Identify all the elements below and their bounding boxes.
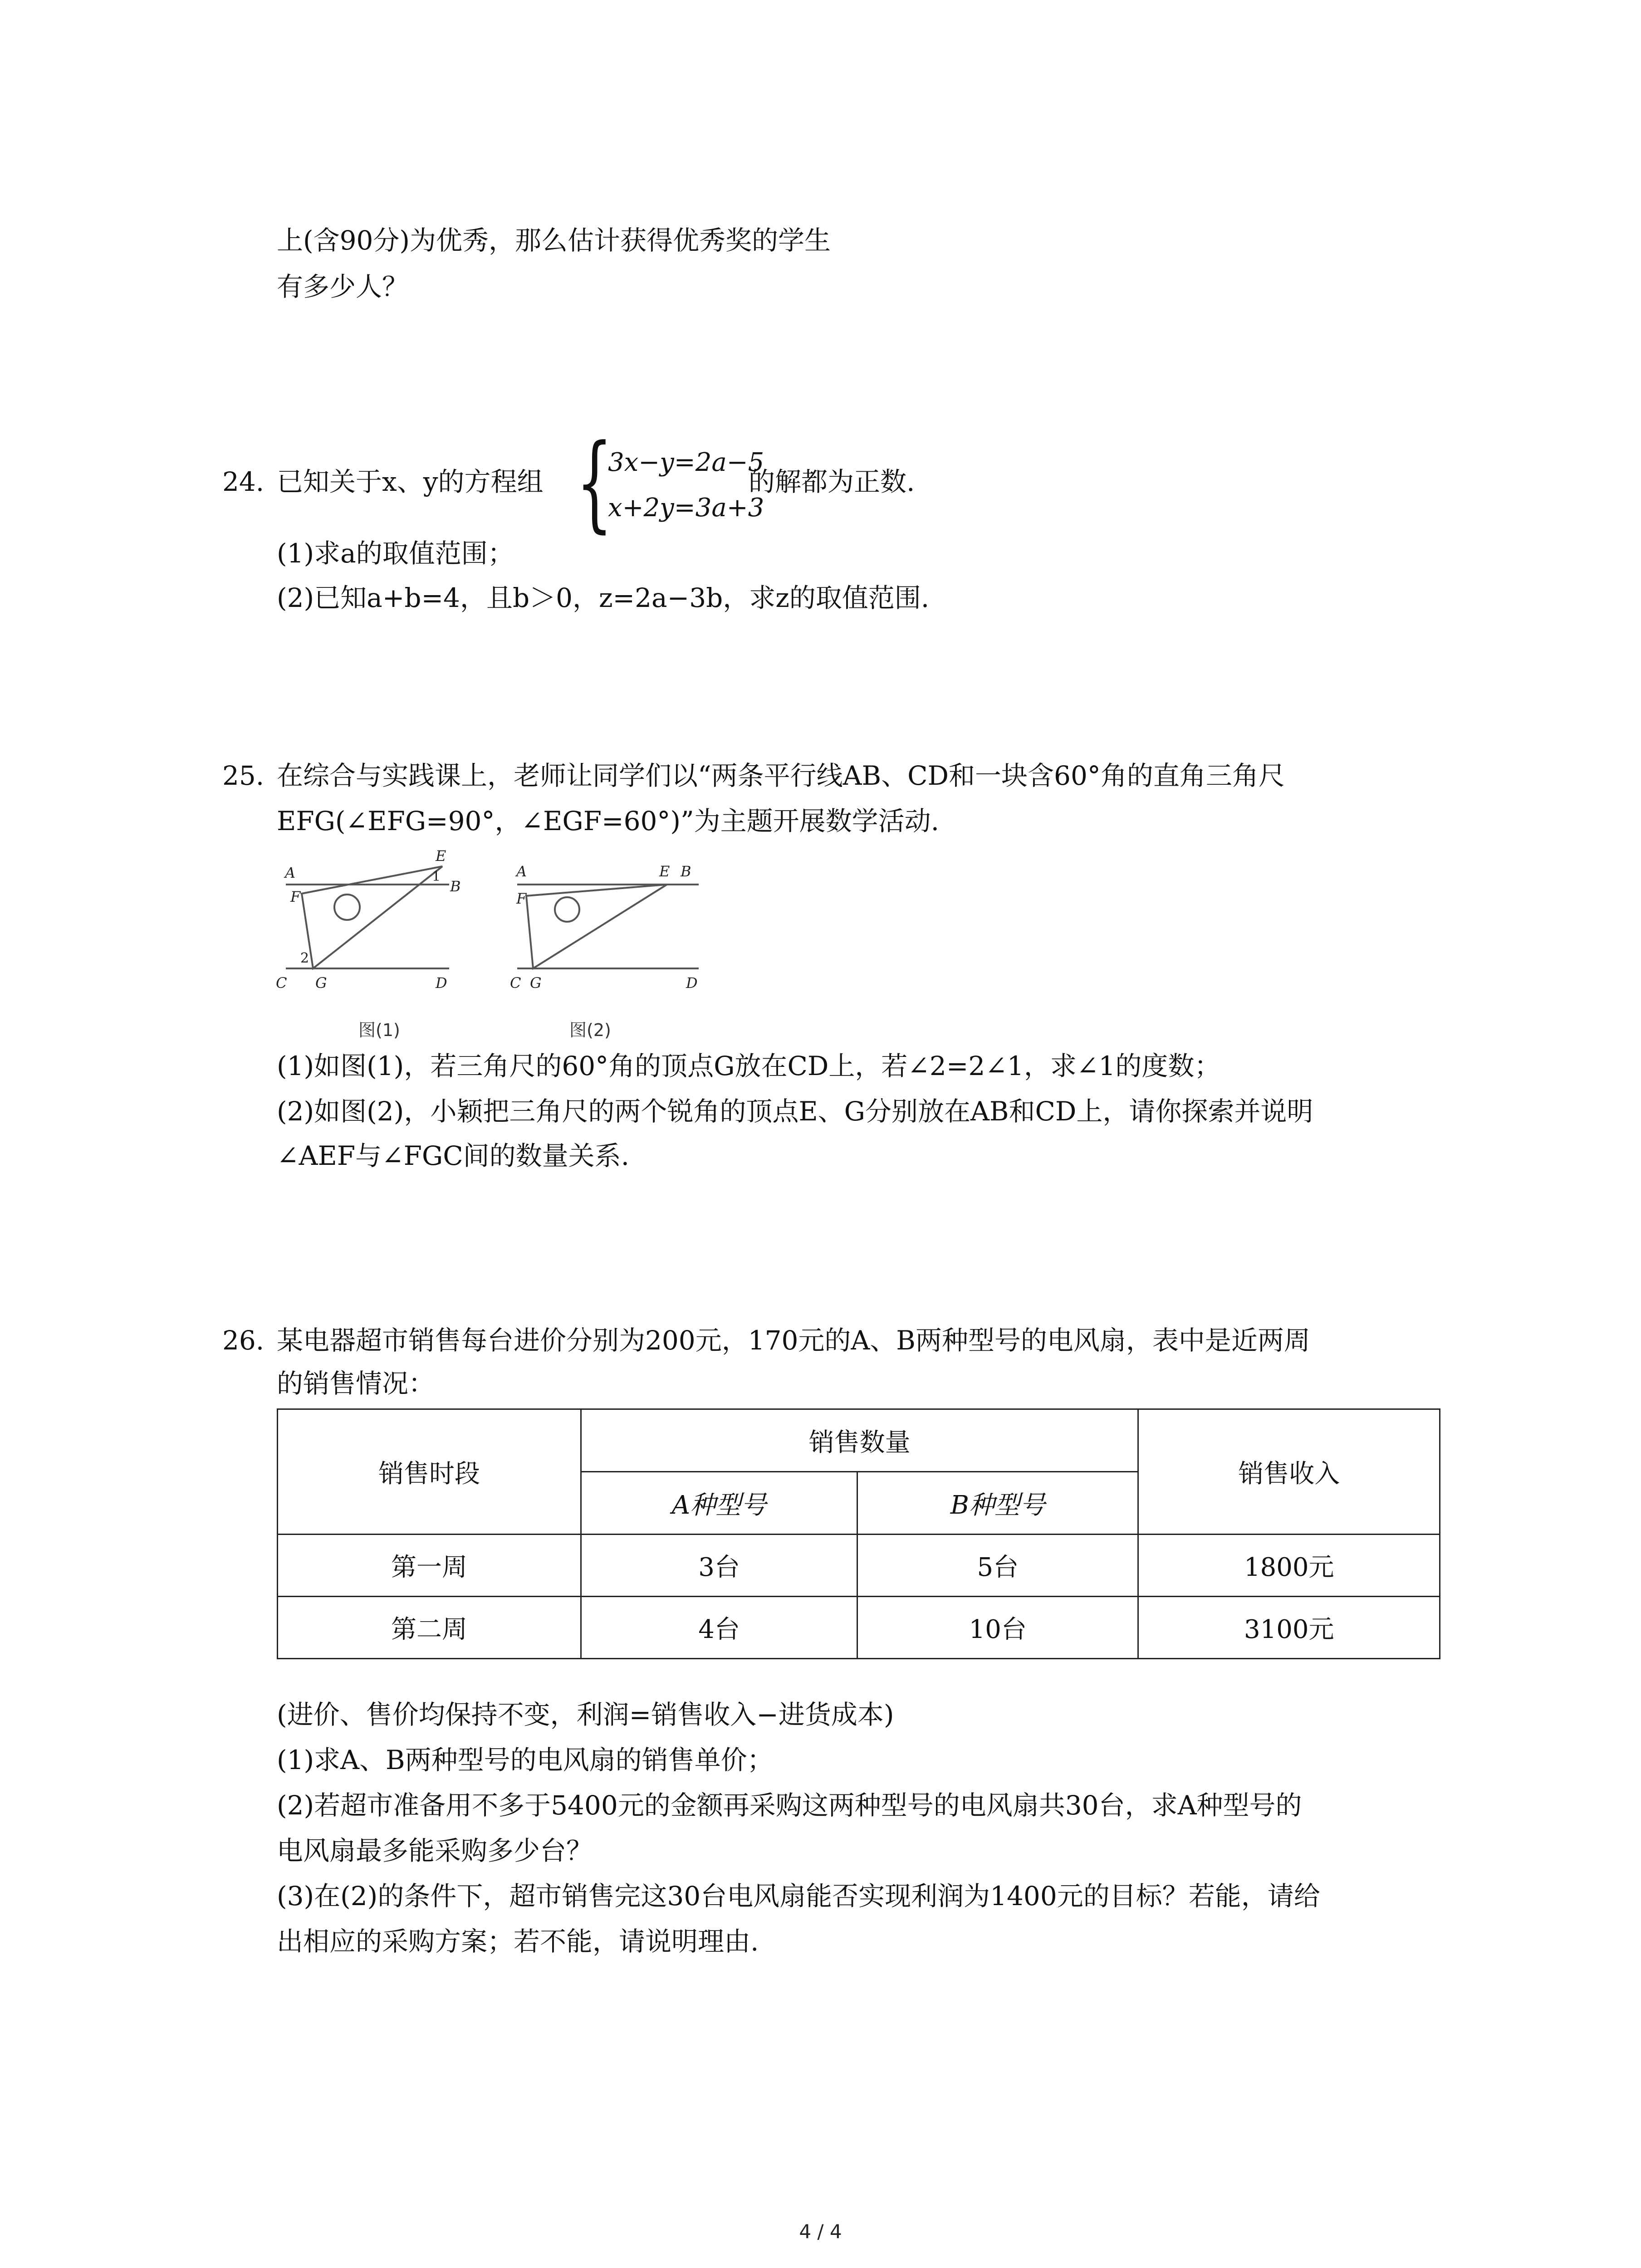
- q25-number: 25.: [222, 760, 265, 791]
- q26-number: 26.: [222, 1325, 265, 1356]
- q26-part1: (1)求A、B两种型号的电风扇的销售单价；: [277, 1745, 774, 1775]
- q26-part3a: (3)在(2)的条件下，超市销售完这30台电风扇能否实现利润为1400元的目标？若能，请给: [277, 1881, 1320, 1911]
- label-angle-2: 2: [300, 950, 309, 966]
- q25-line2: EFG(∠EFG=90°，∠EGF=60°)”为主题开展数学活动.: [277, 806, 940, 836]
- q26-part2b: 电风扇最多能采购多少台？: [277, 1835, 593, 1866]
- q25-part2b: ∠AEF与∠FGC间的数量关系.: [277, 1140, 630, 1171]
- label-f: F: [516, 890, 527, 907]
- cell-a: 3台: [581, 1535, 857, 1597]
- q26-line1: 某电器超市销售每台进价分别为200元，170元的A、B两种型号的电风扇，表中是近两周: [277, 1325, 1310, 1356]
- label-d: D: [686, 974, 698, 992]
- label-b: B: [450, 878, 461, 895]
- page-number: 4 / 4: [799, 2220, 842, 2243]
- header-quantity: 销售数量: [581, 1409, 1138, 1472]
- label-g: G: [315, 974, 327, 992]
- header-type-a: A种型号: [581, 1472, 857, 1535]
- table-row: [278, 1597, 1440, 1659]
- cell-b: 10台: [857, 1597, 1138, 1659]
- q26-line2: 的销售情况：: [277, 1368, 435, 1399]
- q24-intro: 已知关于x、y的方程组: [277, 466, 544, 497]
- q25-line1: 在综合与实践课上，老师让同学们以“两条平行线AB、CD和一块含60°角的直角三角尺: [277, 760, 1285, 791]
- cell-b: 5台: [857, 1535, 1138, 1597]
- label-c: C: [510, 974, 521, 992]
- label-a: A: [516, 863, 527, 880]
- label-a: A: [285, 864, 296, 881]
- q23-line1: 上(含90分)为优秀，那么估计获得优秀奖的学生: [277, 225, 831, 256]
- label-c: C: [276, 974, 287, 992]
- q26-part3b: 出相应的采购方案；若不能，请说明理由.: [277, 1926, 759, 1957]
- q26-note: (进价、售价均保持不变，利润=销售收入−进货成本): [277, 1699, 894, 1730]
- header-type-b: B种型号: [857, 1472, 1138, 1535]
- q24-number: 24.: [222, 466, 265, 497]
- triangle-hole: [555, 897, 579, 922]
- triangle-hole: [334, 894, 360, 920]
- figure-1: [272, 844, 463, 1007]
- label-e: E: [659, 863, 670, 880]
- cell-period: 第一周: [278, 1535, 581, 1597]
- label-angle-1: 1: [432, 869, 441, 885]
- q23-line2: 有多少人？: [277, 271, 409, 302]
- label-e: E: [436, 847, 446, 865]
- label-b: B: [681, 863, 691, 880]
- label-d: D: [436, 974, 447, 992]
- cell-income: 1800元: [1138, 1535, 1440, 1597]
- label-f: F: [290, 888, 301, 905]
- q25-part1: (1)如图(1)，若三角尺的60°角的顶点G放在CD上，若∠2=2∠1，求∠1的度数；: [277, 1051, 1221, 1081]
- q24-brace: {: [576, 422, 613, 543]
- triangle-efg: [526, 885, 667, 968]
- cell-period: 第二周: [278, 1597, 581, 1659]
- cell-income: 3100元: [1138, 1597, 1440, 1659]
- q24-part2: (2)已知a+b=4，且b＞0，z=2a−3b，求z的取值范围.: [277, 582, 930, 613]
- q24-tail: 的解都为正数.: [749, 466, 915, 497]
- q26-part2a: (2)若超市准备用不多于5400元的金额再采购这两种型号的电风扇共30台，求A种型号的: [277, 1790, 1302, 1821]
- q24-eq2: x+2y=3a+3: [608, 493, 764, 523]
- figure-2-caption: 图(2): [569, 1020, 611, 1040]
- table-row: [278, 1535, 1440, 1597]
- cell-a: 4台: [581, 1597, 857, 1659]
- label-g: G: [530, 974, 542, 992]
- q24-part1: (1)求a的取值范围；: [277, 538, 514, 569]
- header-period: 销售时段: [278, 1409, 581, 1535]
- q24-eq1: 3x−y=2a−5: [608, 448, 764, 477]
- header-income: 销售收入: [1138, 1409, 1440, 1535]
- sales-table: [277, 1408, 1440, 1659]
- figure-1-caption: 图(1): [358, 1020, 400, 1040]
- figure-2: [504, 853, 717, 1007]
- triangle-efg: [302, 866, 442, 968]
- q25-part2a: (2)如图(2)，小颖把三角尺的两个锐角的顶点E、G分别放在AB和CD上，请你探索并说明: [277, 1096, 1313, 1127]
